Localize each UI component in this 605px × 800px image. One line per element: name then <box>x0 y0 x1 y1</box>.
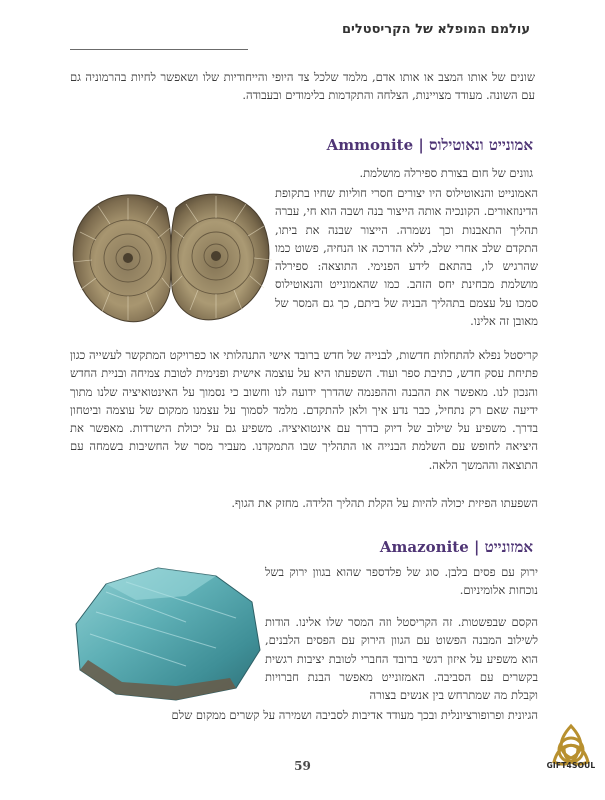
amazonite-paragraph-2: הקסם שבפשטות. זה הקריסטל וזה המסר שלו אלינו. הודות לשילוב המבנה הפשוט עם הגוון הירוק עם הפסים הלבנים, הוא משפיע על איזון רגשי ברובד החברי לטובת יציבות רגשית בקשרים עם הסביבה. האמזונייט מאפשר הבנת חברויות וקבלת מה שמתרחש בין אנשים בצורה <box>265 615 538 703</box>
ammonite-heading: אמונייט ונאוטילוס | Ammonite <box>326 136 533 154</box>
ammonite-paragraph-1: האמונייט והנאוטילוס היו יצורים חסרי חוליות שחיו בתקופת הדינוזאורים. הקונכיה אותה הייצור בנה ושבה הוא חי, עברה תהליך התאבנות וכך נשמרה. הייצור שבנה את ביתו, התקדם שלב אחרי שלב, ללא הדרכה או הנחיה, פשוט כמו שהרגיש לו, בהתאם לידע הפנימי. התוצאה: ספירלה מושלמת מבחינת יחס הזהב. כמו שהאמונייט והנאוטילוס סמכו על עצמם בתהליך הבניה של ביתם, כך גם המסר של מאובן זה אלינו. <box>275 186 538 329</box>
header-rule <box>70 49 248 50</box>
intro-paragraph: שונים של אותו המצב או אותו אדם, מלמד שלכל צד היופי והייחודיות שלו ושאפשר לחיות בהרמוניה גם עם השונה. מעודד מצויינות, הצלחה והתקדמות בלימודים ובעבודה. <box>70 70 535 102</box>
amazonite-stone-image <box>66 562 262 704</box>
ammonite-subtitle: גוונים של חום בצורת ספירלה מושלמת. <box>359 166 533 180</box>
amazonite-paragraph-1: ירוק עם פסים בלבן. סוג של פלדספר שהוא בגוון ירוק בשל נוכחות אלומיניום. <box>265 565 538 598</box>
ammonite-paragraph-3: השפעתו הפיזית יכולה להיות על הקלת תהליך הלידה. מחזק את הגוף. <box>231 496 538 510</box>
amazonite-paragraph-3: הגיונית ופרופורציונלית ובכך מעודד אדיבות לסביבה ושמירה על קשרים ממקום שלם <box>171 708 538 722</box>
logo-text: GIFT4SOUL <box>546 761 596 770</box>
ammonite-paragraph-2: קריסטל נפלא להתחלות חדשות, לבנייה של חדש ברובד אישי התנהלותי או כפרויקט המתקשר לעשייה כגון פתיחת עסק חדש, כתיבת ספר ועוד. השפעתו היא על עוצמה אישית ופנימית לטובת צמיחה ובניית החדש והנכון לנו. מאפשר את ההבנה וההפנמה שהדרך ידועה לנו וחשוב כי נסמוך על האינטואיציה שלנו מתוך ידיעה שאם רק נתחיל, כבר נדע איך ולאן להתקדם. מלמד לסמוך על עצמנו ממקום של עוצמה וביטחון בדרך. משפיע על שילוב של דיוק בדרך עם אינטואיציה. משפיע גם על יכולת הישרדות. מאפשר את היציאה לחופש עם השלמת הבנייה או התהליך שבו התמקדנו. מעביר מסר של החשיבות בשמחה עם התוצאה וההמשך הלאה. <box>70 348 538 472</box>
ammonite-fossil-image <box>66 178 276 326</box>
page-number: 59 <box>294 759 311 773</box>
running-title: עולמם המופלא של הקריסטלים <box>342 22 530 37</box>
amazonite-heading: אמזונייט | Amazonite <box>379 538 533 556</box>
